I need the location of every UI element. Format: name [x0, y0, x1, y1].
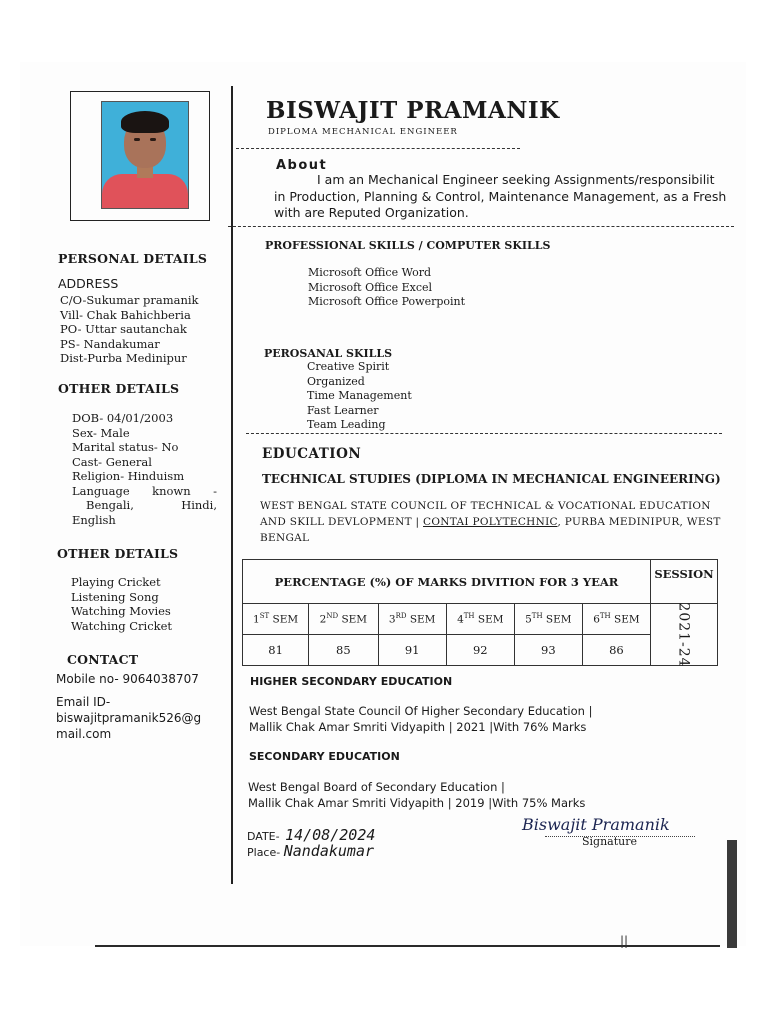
signature-label: Signature	[582, 835, 638, 848]
address-line: PO- Uttar sautanchak	[60, 322, 187, 336]
semester-header: 2ND SEM	[309, 604, 378, 635]
personal-skill-item: Organized	[307, 374, 365, 388]
hobbies-list	[71, 575, 172, 633]
about-line: in Production, Planning & Control, Maintenance Management, as a Fresh	[274, 188, 727, 204]
hobby-item: Listening Song	[71, 589, 159, 604]
contact-block	[56, 671, 201, 742]
date-value: 14/08/2024	[285, 826, 376, 844]
address-label: ADDRESS	[58, 276, 119, 291]
about-text	[274, 172, 734, 222]
address-line: C/O-Sukumar pramanik	[60, 293, 199, 307]
higher-secondary-heading: HIGHER SECONDARY EDUCATION	[250, 675, 453, 688]
email-label: Email ID-	[56, 695, 111, 709]
marks-table-header: PERCENTAGE (%) OF MARKS DIVITION FOR 3 YEAR	[243, 560, 651, 604]
language-label: Language	[72, 483, 130, 498]
divider	[246, 433, 722, 434]
scan-marks: ||	[620, 934, 629, 948]
personal-skill-item: Time Management	[307, 389, 412, 402]
education-heading: EDUCATION	[262, 446, 362, 462]
college-name: CONTAI POLYTECHNIC	[423, 516, 558, 528]
handwritten-signature: Biswajit Pramanik	[522, 815, 670, 834]
hobby-item: Watching Cricket	[71, 618, 173, 633]
semester-mark: 92	[446, 635, 514, 666]
hobbies-heading: OTHER DETAILS	[57, 546, 179, 561]
higher-secondary-details	[249, 703, 592, 735]
institution-line: BENGAL	[260, 532, 310, 544]
secondary-heading: SECONDARY EDUCATION	[249, 750, 400, 763]
email-line: mail.com	[56, 727, 112, 741]
about-line: with are Reputed Organization.	[274, 205, 469, 220]
semester-mark: 85	[309, 635, 378, 666]
detail-line: West Bengal Board of Secondary Education |	[248, 780, 505, 794]
column-divider	[231, 86, 233, 884]
language-item: Hindi,	[181, 498, 217, 512]
semester-header: 5TH SEM	[514, 604, 582, 635]
profile-photo	[101, 101, 189, 209]
institution-line: WEST BENGAL STATE COUNCIL OF TECHNICAL & VOCATIONAL EDUCATION	[260, 500, 711, 512]
place-value: Nandakumar	[283, 842, 375, 860]
session-header: SESSION	[651, 560, 718, 604]
semester-mark: 93	[514, 635, 582, 666]
divider	[236, 148, 520, 149]
semester-mark: 91	[378, 635, 446, 666]
hobby-item: Playing Cricket	[71, 575, 161, 589]
institution-text: AND SKILL DEVLOPMENT |	[260, 516, 424, 528]
skills-list	[308, 266, 465, 310]
detail-line: West Bengal State Council Of Higher Secondary Education |	[249, 704, 593, 718]
personal-skills-heading: PEROSANAL SKILLS	[264, 347, 393, 360]
personal-skill-item: Creative Spirit	[307, 360, 390, 373]
other-details-block	[72, 411, 217, 527]
skill-item: Microsoft Office Powerpoint	[308, 295, 466, 308]
semester-header: 1ST SEM	[243, 604, 309, 635]
date-label: DATE-	[247, 830, 280, 843]
sex: Sex- Male	[72, 425, 130, 440]
detail-line: Mallik Chak Amar Smriti Vidyapith | 2021 |With 76% Marks	[249, 720, 587, 734]
language-item: English	[72, 512, 116, 527]
address-block	[60, 293, 199, 366]
language-dash: -	[213, 483, 217, 498]
institution-line	[260, 514, 722, 530]
session-value-cell	[651, 601, 718, 668]
about-heading: About	[276, 158, 328, 173]
profile-photo-frame	[70, 91, 210, 221]
address-line: PS- Nandakumar	[60, 336, 160, 351]
language-known: known	[152, 483, 191, 498]
religion: Religion- Hinduism	[72, 469, 185, 483]
marks-table	[242, 559, 718, 666]
place-row	[247, 842, 374, 860]
language-list	[72, 498, 217, 513]
personal-skill-item: Fast Learner	[307, 403, 379, 417]
semester-header: 3RD SEM	[378, 604, 446, 635]
semester-mark: 86	[582, 635, 650, 666]
language-item: Bengali,	[86, 498, 134, 512]
about-line: I am an Mechanical Engineer seeking Assignments/responsibilit	[317, 172, 715, 187]
technical-studies-heading: TECHNICAL STUDIES (DIPLOMA IN MECHANICAL ENGINEERING)	[262, 472, 721, 486]
candidate-name: BISWAJIT PRAMANIK	[266, 97, 560, 124]
paper-edge-shadow	[727, 840, 737, 948]
semester-header: 4TH SEM	[446, 604, 514, 635]
cast: Cast- General	[72, 454, 152, 469]
semester-mark: 81	[243, 635, 309, 666]
marital-status: Marital status- No	[72, 440, 179, 454]
secondary-details	[248, 779, 585, 811]
personal-skills-list	[307, 360, 412, 433]
semester-header: 6TH SEM	[582, 604, 650, 635]
language-row	[72, 484, 217, 499]
skills-heading: PROFESSIONAL SKILLS / COMPUTER SKILLS	[265, 239, 551, 252]
mobile-number: Mobile no- 9064038707	[56, 672, 199, 686]
skill-item: Microsoft Office Word	[308, 266, 432, 279]
candidate-subtitle: DIPLOMA MECHANICAL ENGINEER	[268, 127, 458, 137]
skill-item: Microsoft Office Excel	[308, 280, 433, 294]
divider	[228, 226, 734, 227]
other-details-heading: OTHER DETAILS	[58, 381, 180, 396]
session-value: 2021-24	[676, 601, 692, 668]
contact-heading: CONTACT	[67, 652, 139, 667]
address-line: Vill- Chak Bahichberia	[60, 307, 191, 322]
diploma-institution	[260, 498, 722, 546]
personal-skill-item: Team Leading	[307, 418, 386, 431]
email-line: biswajitpramanik526@g	[56, 711, 202, 725]
dob: DOB- 04/01/2003	[72, 411, 174, 425]
address-line: Dist-Purba Medinipur	[60, 351, 187, 365]
personal-details-heading: PERSONAL DETAILS	[58, 251, 208, 266]
detail-line: Mallik Chak Amar Smriti Vidyapith | 2019 |With 75% Marks	[248, 796, 586, 810]
hobby-item: Watching Movies	[71, 604, 171, 618]
place-label: Place-	[247, 846, 281, 859]
institution-text: , PURBA MEDINIPUR, WEST	[557, 516, 721, 528]
